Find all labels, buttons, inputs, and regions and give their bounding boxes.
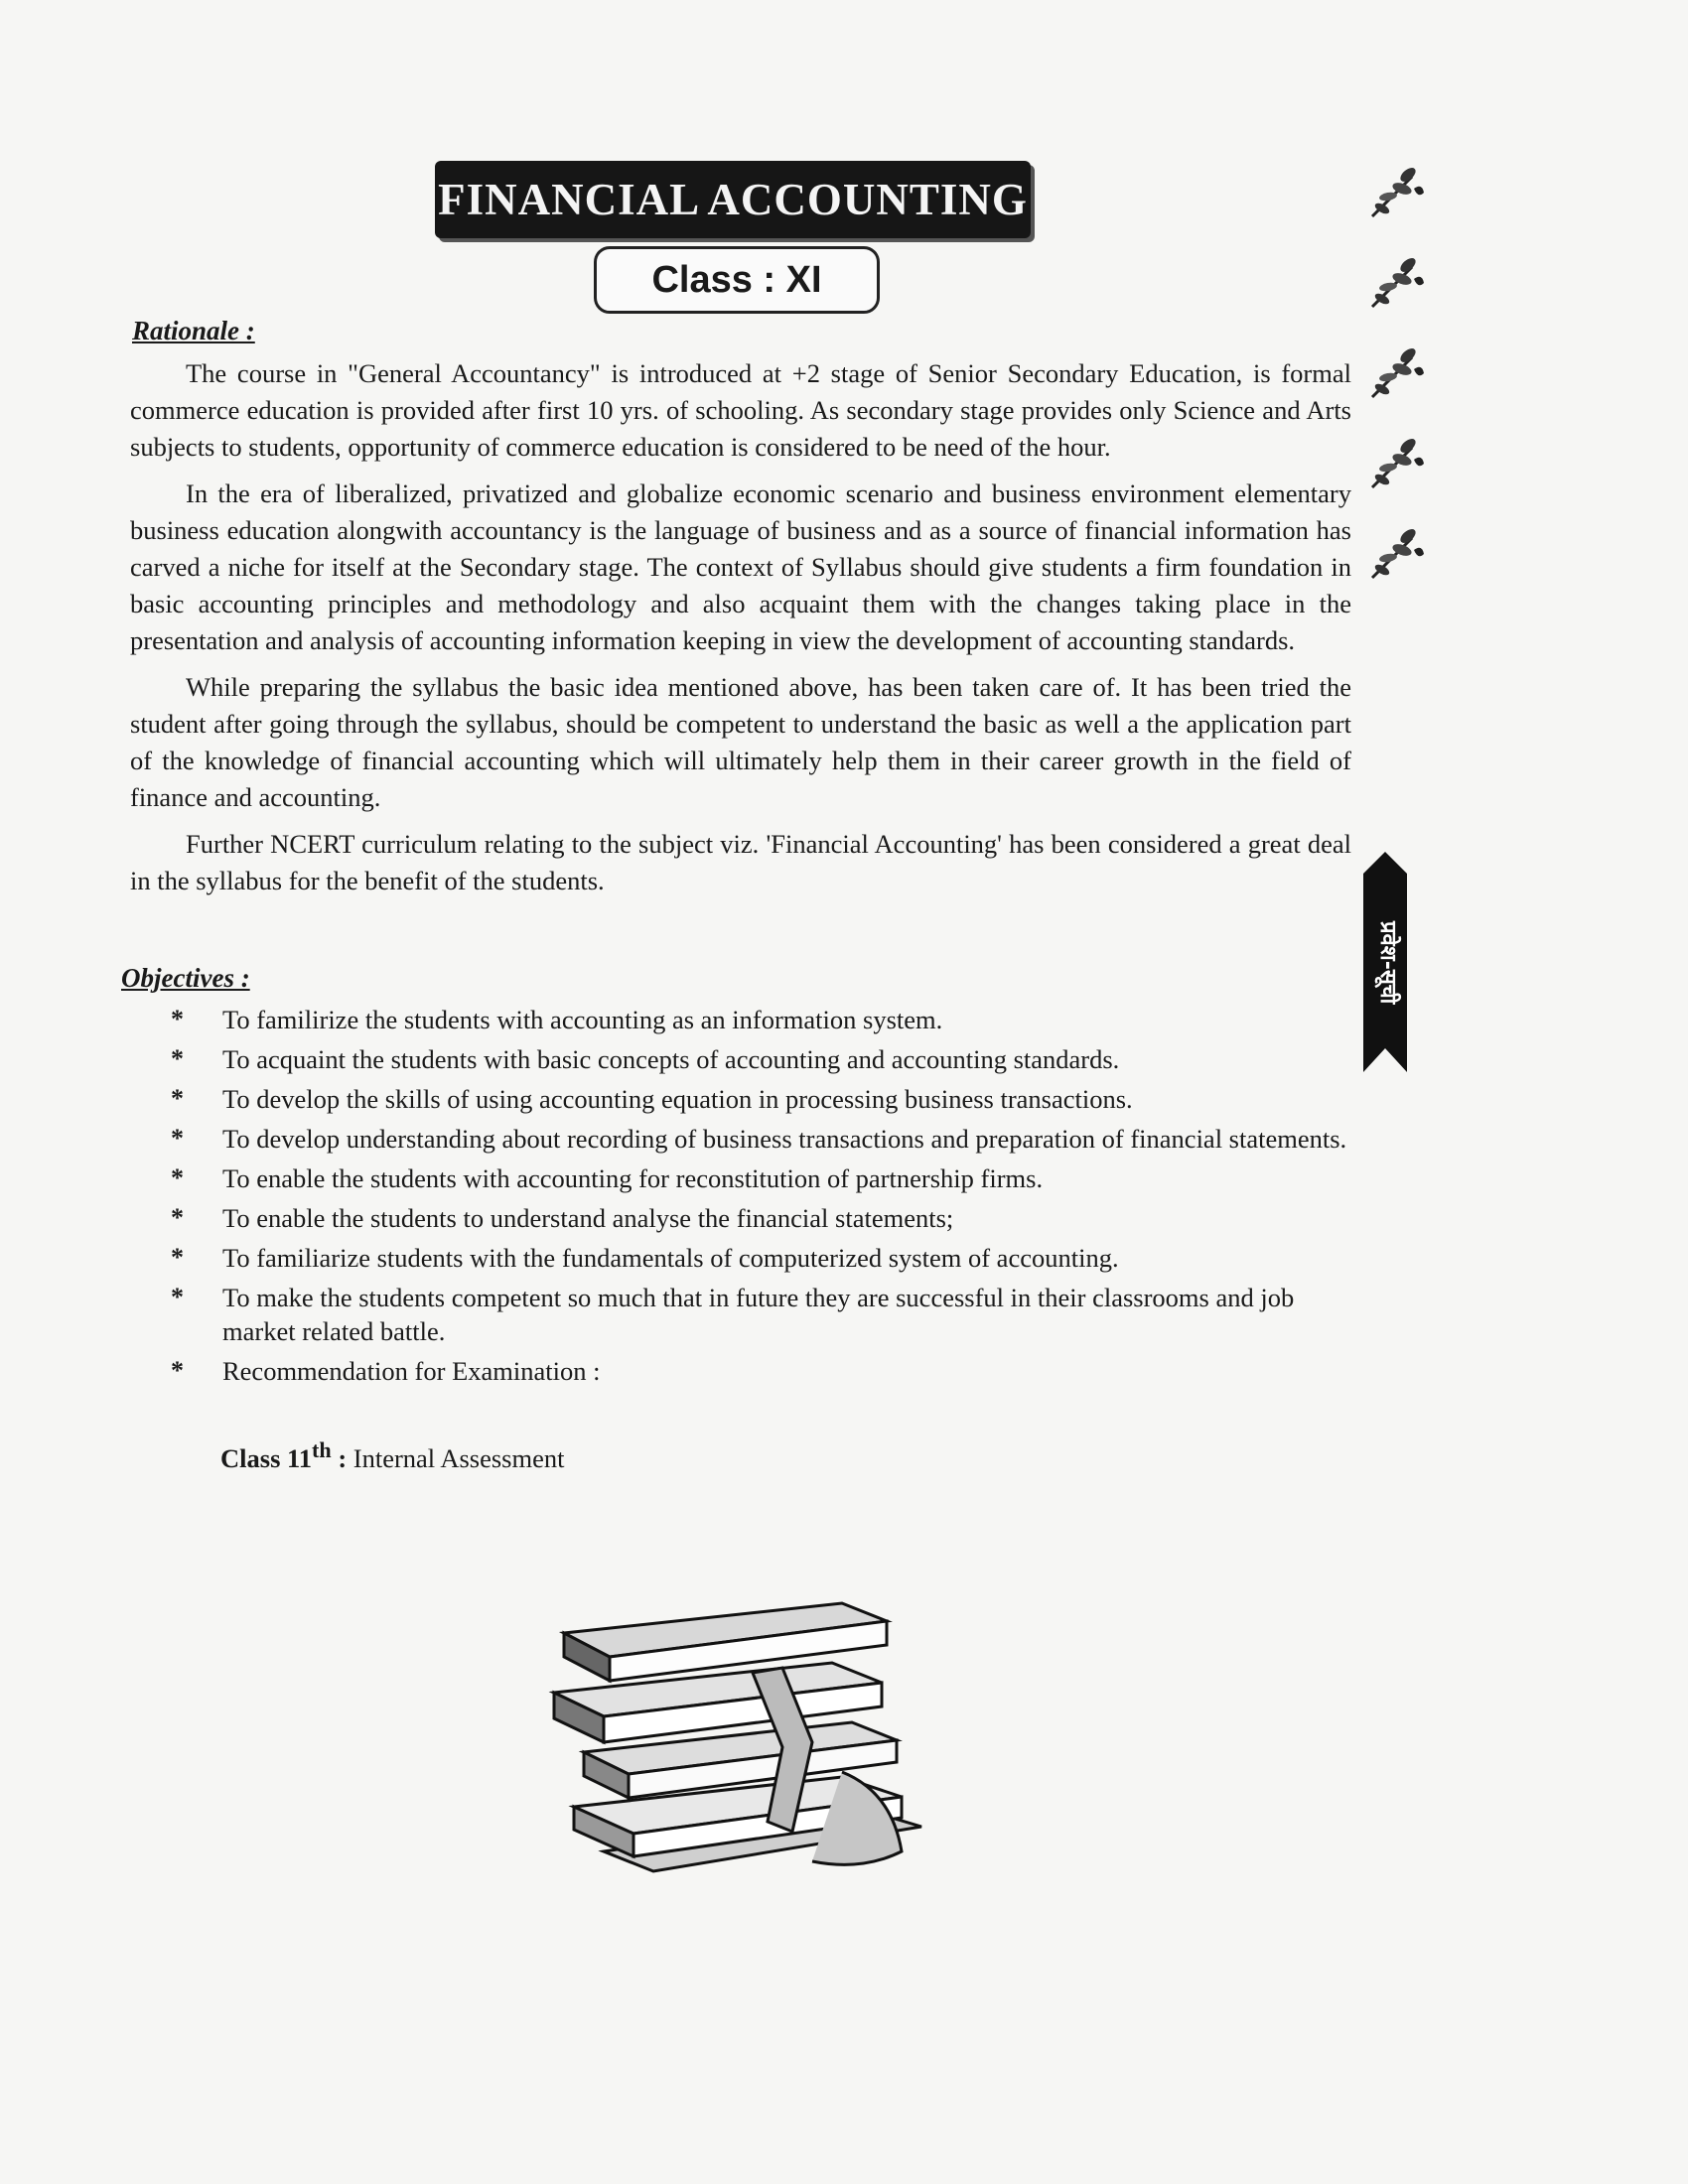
list-item	[159, 1161, 1350, 1195]
page-title: FINANCIAL ACCOUNTING	[435, 161, 1031, 238]
list-item	[159, 1082, 1350, 1116]
objectives-list	[159, 1003, 1350, 1394]
bullet-star: *	[171, 1084, 184, 1113]
objective-text: To familiarize students with the fundamentals of computerized system of accounting.	[222, 1243, 1119, 1273]
objective-text: To acquaint the students with basic concepts of accounting and accounting standards.	[222, 1044, 1120, 1074]
objective-text: To enable the students to understand analyse the financial statements;	[222, 1203, 954, 1233]
rationale-paragraph-3: While preparing the syllabus the basic idea mentioned above, has been taken care of. It has been tried the student after going through the syllabus, should be competent to understand the basic as well a the application part of the knowledge of financial accounting which will ultimately help them in their career growth in the field of finance and accounting.	[130, 672, 1351, 812]
list-item	[159, 1003, 1350, 1036]
list-item	[159, 1281, 1350, 1348]
list-item	[159, 1241, 1350, 1275]
objective-text: Recommendation for Examination :	[222, 1356, 601, 1386]
list-item	[159, 1354, 1350, 1388]
objective-text: To develop the skills of using accounting equation in processing business transactions.	[222, 1084, 1133, 1114]
objective-text: To familirize the students with accounting as an information system.	[222, 1005, 943, 1034]
list-item	[159, 1042, 1350, 1076]
rationale-heading: Rationale :	[132, 316, 255, 345]
rationale-paragraph-1: The course in "General Accountancy" is introduced at +2 stage of Senior Secondary Education, is formal commerce education is provided after first 10 yrs. of schooling. As secondary stage provides only Science and Arts subjects to students, opportunity of commerce education is considered to be need of the hour.	[130, 358, 1351, 462]
list-item	[159, 1201, 1350, 1235]
side-tab-label: प्रवेश-सूची	[1375, 921, 1400, 1005]
bullet-star: *	[171, 1044, 184, 1073]
flower-sprig-icon	[1362, 430, 1432, 499]
exam-colon: :	[331, 1442, 348, 1473]
list-item	[159, 1122, 1350, 1156]
bullet-star: *	[171, 1283, 184, 1311]
flower-sprig-icon	[1362, 159, 1432, 228]
rationale-paragraph-4: Further NCERT curriculum relating to the subject viz. 'Financial Accounting' has been considered a great deal in the syllabus for the benefit of the students.	[130, 829, 1351, 895]
books-stack-icon	[544, 1573, 961, 1901]
flower-sprig-icon	[1362, 340, 1432, 409]
flower-sprig-icon	[1362, 520, 1432, 590]
rationale-body	[130, 355, 1351, 909]
exam-class-label	[220, 1437, 348, 1473]
bullet-star: *	[171, 1005, 184, 1033]
bullet-star: *	[171, 1356, 184, 1385]
objectives-heading: Objectives :	[121, 963, 250, 993]
bullet-star: *	[171, 1203, 184, 1232]
exam-recommendation	[220, 1437, 564, 1474]
class-label: Class : XI	[594, 246, 880, 314]
exam-class-text: Class 11	[220, 1442, 313, 1473]
bullet-star: *	[171, 1243, 184, 1272]
side-decorations	[1362, 159, 1442, 611]
rationale-paragraph-2: In the era of liberalized, privatized and globalize economic scenario and business environment elementary business education alongwith accountancy is the language of business and as a source of financial information has carved a niche for itself at the Secondary stage. The context of Syllabus should give students a firm foundation in basic accounting principles and methodology and also acquaint them with the changes taking place in the presentation and analysis of accounting information keeping in view the development of accounting standards.	[130, 478, 1351, 655]
flower-sprig-icon	[1362, 249, 1432, 319]
objective-text: To develop understanding about recording of business transactions and preparation of financial statements.	[222, 1124, 1347, 1154]
objective-text: To make the students competent so much that in future they are successful in their classrooms and job market related battle.	[222, 1283, 1295, 1346]
exam-class-sup: th	[312, 1437, 332, 1462]
bullet-star: *	[171, 1163, 184, 1192]
objective-text: To enable the students with accounting for reconstitution of partnership firms.	[222, 1163, 1044, 1193]
bullet-star: *	[171, 1124, 184, 1153]
exam-value: Internal Assessment	[347, 1442, 565, 1473]
